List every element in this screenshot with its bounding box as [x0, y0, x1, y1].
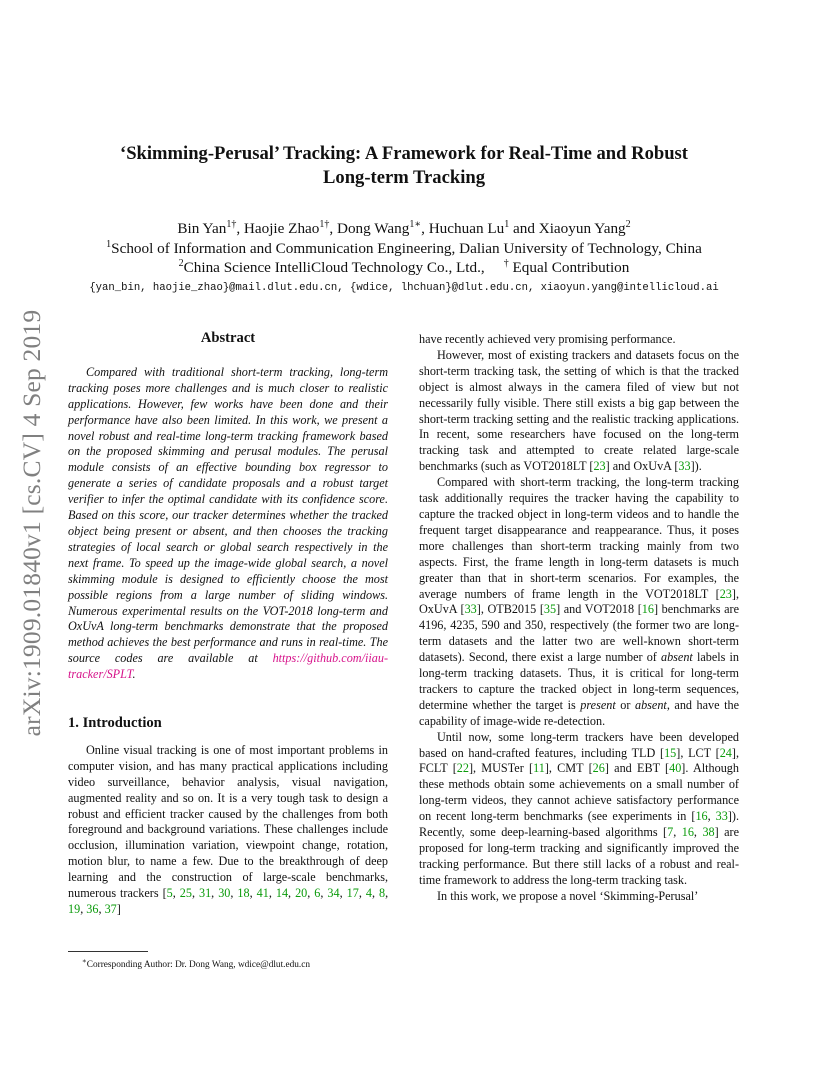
right-column	[419, 332, 739, 905]
author-emails: {yan_bin, haojie_zhao}@mail.dlut.edu.cn, {wdice, lhchuan}@dlut.edu.cn, xiaoyun.yang@intellicloud.ai	[89, 282, 719, 294]
author-list: Bin Yan$^{1\dagger}$, Haojie Zhao$^{1\dagger}$, Dong Wang$^{1∗}$, Huchuan Lu$^1$ and Xiaoyun Yang$^2$	[177, 218, 631, 237]
abstract-heading: Abstract	[200, 330, 256, 346]
footnote-divider	[68, 951, 148, 952]
intro-paragraph-2: However, most of existing trackers and datasets focus on the short-term tracking task, the setting of which is that the tracked object is almost always in the camera filed of view but not necessarily fully visible. There still exists a big gap between the short-term tracking setting and the realistic tracking applications. In recent, some researchers have focused on the long-term tracking task and attempted to create related large-scale benchmarks (such as VOT2018LT [23] and OxUvA [33]).	[419, 347, 739, 474]
arxiv-identifier: arXiv:1909.01840v1 [cs.CV] 4 Sep 2019	[17, 309, 46, 737]
paper-title-line1: ‘Skimming-Perusal’ Tracking: A Framework for Real-Time and Robust	[120, 143, 688, 164]
abstract-text: Compared with traditional short-term tracking, long-term tracking poses more challenges and is much closer to realistic applications. However, few works have been done and their performance have also been limited. In this work, we present a novel robust and real-time long-term tracking framework based on the proposed skimming and perusal modules. The perusal module consists of an effective bounding box regressor to generate a series of candidate proposals and a robust target verifier to infer the optimal candidate with its confidence score. Based on this score, our tracker determines whether the tracked object being present or absent, and then chooses the tracking strategies of local search or global search respectively in the next frame. To speed up the image-wide global search, a novel skimming module is designed to efficiently choose the most possible regions from a large number of sliding windows. Numerous experimental results on the VOT-2018 long-term and OxUvA long-term benchmarks demonstrate that the proposed method achieves the best performance and runs in real-time. The source codes are available at https://github.com/iiau-tracker/SPLT.	[68, 364, 388, 682]
intro-paragraph-1-continued: have recently achieved very promising performance.	[419, 332, 676, 346]
intro-paragraph-4: Until now, some long-term trackers have been developed based on hand-crafted features, including TLD [15], LCT [24], FCLT [22], MUSTer [11], CMT [26] and EBT [40]. Although these methods obtain some achievements on a small number of long-term videos, they cannot achieve satisfactory performance on recent long-term benchmarks (see experiments in [16, 33]). Recently, some deep-learning-based algorithms [7, 16, 38] are proposed for long-term tracking and significantly improved the tracking performance. But there still lacks of a robust and real-time framework to address the long-term tracking task.	[419, 729, 740, 887]
paper-title-line2: Long-term Tracking	[323, 167, 485, 188]
affiliation-1: $^1$School of Information and Communication Engineering, Dalian University of Technology, China	[106, 238, 702, 257]
affiliation-2: $^2$China Science IntelliCloud Technology Co., Ltd., † Equal Contribution	[178, 257, 630, 276]
intro-paragraph-1: Online visual tracking is one of most important problems in computer vision, and has many practical applications including video surveillance, behavior analysis, visual navigation, augmented reality and so on. It is a very tough task to design a robust and efficient tracker caused by the challenges from both foreground and background variations. These challenges include occlusion, illumination variation, viewpoint change, rotation, motion blur, to name a few. Due to the breakthrough of deep learning and the construction of large-scale benchmarks, numerous trackers [5, 25, 31, 30, 18, 41, 14, 20, 6, 34, 17, 4, 8, 19, 36, 37]	[68, 742, 389, 916]
footnote: ∗Corresponding Author: Dr. Dong Wang, wdice@dlut.edu.cn	[82, 957, 311, 971]
intro-paragraph-5: In this work, we propose a novel ‘Skimming-Perusal’	[437, 888, 699, 903]
intro-paragraph-3: Compared with short-term tracking, the long-term tracking task additionally requires the tracker having the capability to capture the tracked object in long-term videos and to handle the frequent target disappearance and reappearance. Thus, it poses more challenges than short-term tracking mainly from two aspects. First, the frame length in long-term datasets is much greater than that in short-term scenarios. For examples, the average numbers of frame length in the VOT2018LT [23], OxUvA [33], OTB2015 [35] and VOT2018 [16] benchmarks are 4196, 4235, 590 and 350, respectively (the former two are long-term datasets and the latter two are well-known short-term datasets). Second, there exist a large number of absent labels in long-term tracking datasets. Thus, it is critical for long-term trackers to capture the tracked object in long-term sequences, determine whether the target is present or absent, and have the capability of image-wide re-detection.	[419, 475, 740, 728]
left-column	[68, 331, 388, 918]
section-heading-introduction: 1. Introduction	[68, 715, 162, 732]
